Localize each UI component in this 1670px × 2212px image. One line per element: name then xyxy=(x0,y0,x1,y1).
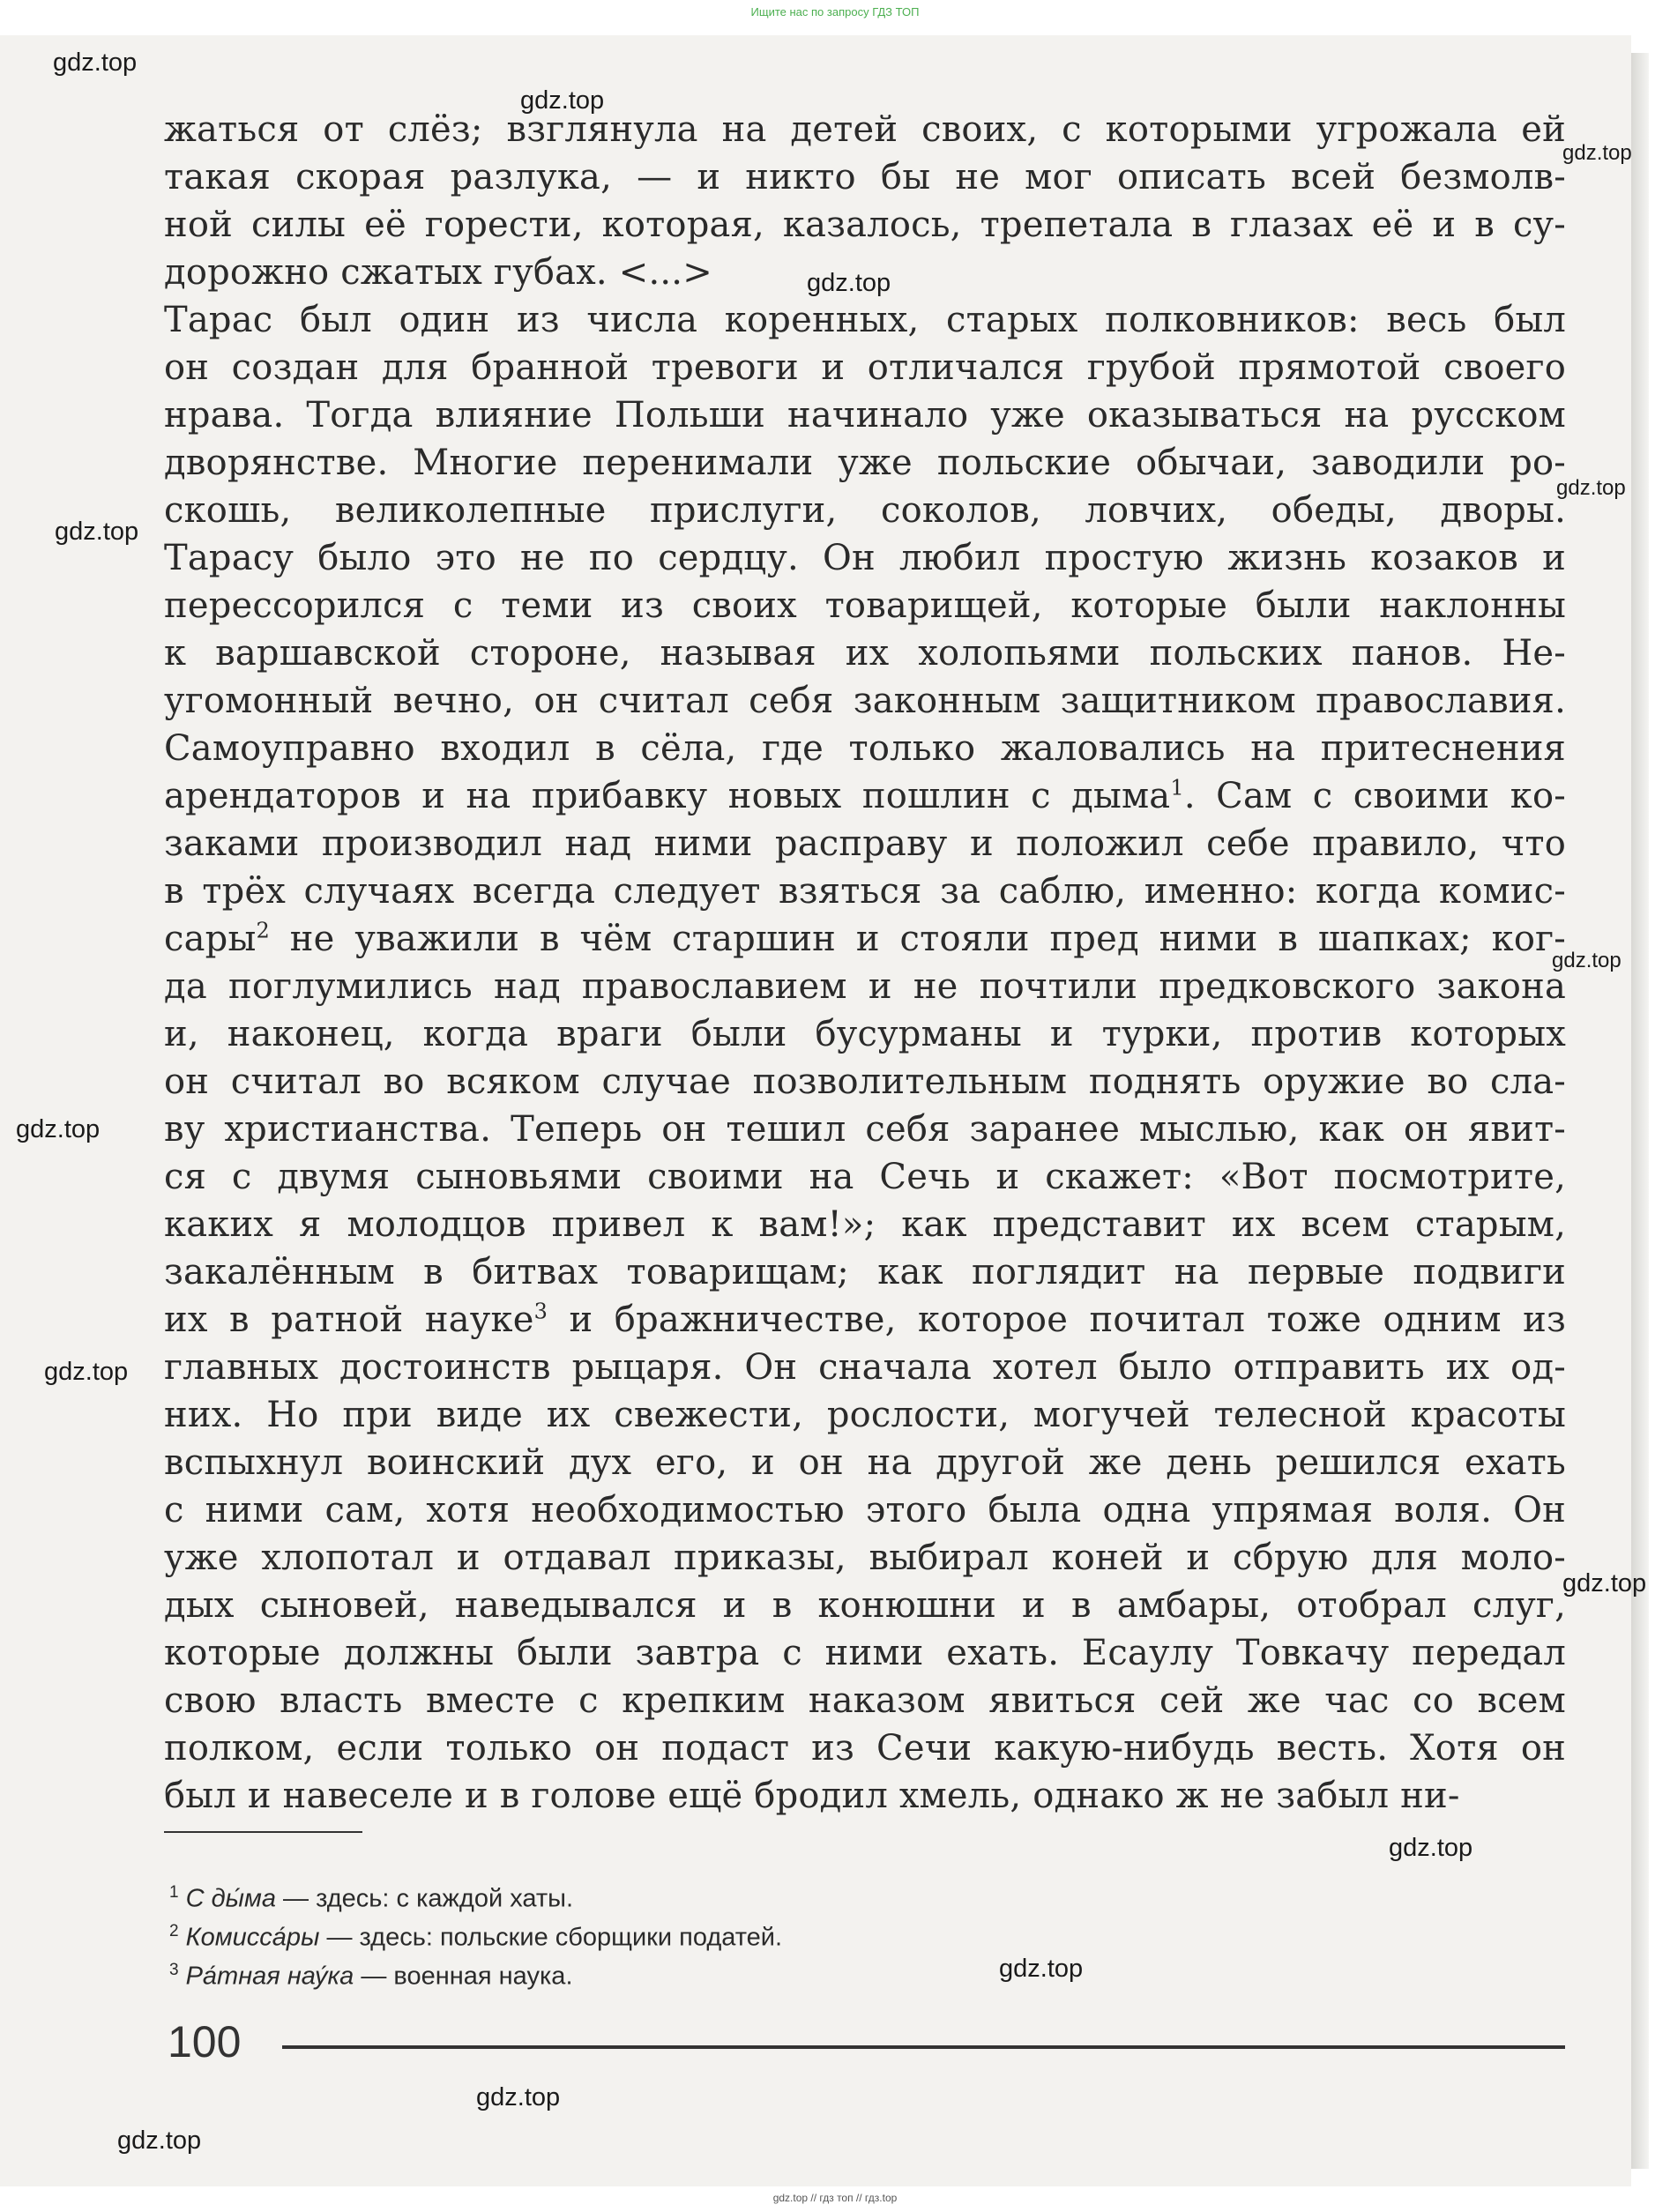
text-run: каких я молодцов привел к вам!»; как представит их всем старым, xyxy=(164,1204,1566,1245)
text-run: Самоуправно входил в сёла, где только жаловались на притеснения xyxy=(164,728,1566,769)
watermark: gdz.top xyxy=(1389,1834,1473,1862)
footnote-marker: 3 xyxy=(533,1299,548,1324)
footnote-marker: 2 xyxy=(256,918,270,943)
text-run: жаться от слёз; взглянула на детей своих, с которыми угрожала ей xyxy=(164,109,1566,150)
text-line xyxy=(164,1582,1566,1629)
text-run: ву христианства. Теперь он тешил себя заранее мыслью, как он явит- xyxy=(164,1109,1566,1150)
watermark: gdz.top xyxy=(520,86,605,115)
page-edge xyxy=(1631,53,1649,2169)
text-run: с ними сам, хотя необходимостью этого была одна упрямая воля. Он xyxy=(164,1490,1566,1531)
watermark: gdz.top xyxy=(16,1115,101,1143)
watermark: gdz.top xyxy=(1556,476,1626,500)
watermark: gdz.top xyxy=(1562,141,1632,165)
text-run: вспыхнул воинский дух его, и он на другой же день решился ехать xyxy=(164,1442,1566,1483)
text-line xyxy=(164,582,1566,629)
text-run: такая скорая разлука, — и никто бы не мог описать всей безмолв- xyxy=(164,157,1566,197)
text-line xyxy=(164,677,1566,725)
footnote-term: Комисса́ры xyxy=(185,1923,320,1952)
text-line xyxy=(164,487,1566,534)
text-run: перессорился с теми из своих товарищей, которые были наклонны xyxy=(164,585,1566,626)
footnote-term: Ра́тная нау́ка xyxy=(185,1962,354,1991)
text-run: Тарасу было это не по сердцу. Он любил простую жизнь козаков и xyxy=(164,538,1566,578)
text-line xyxy=(164,1391,1566,1439)
text-line xyxy=(164,153,1566,201)
watermark: gdz.top xyxy=(44,1358,129,1386)
text-run: скошь, великолепные прислуги, соколов, ловчих, обеды, дворы. xyxy=(164,490,1566,531)
text-run: да поглумились над православием и не почтили предковского закона xyxy=(164,966,1566,1007)
text-run: дворянстве. Многие перенимали уже польские обычаи, заводили ро- xyxy=(164,443,1566,483)
text-run: дорожно сжатых губах. <...> xyxy=(164,252,712,293)
text-line xyxy=(164,1486,1566,1534)
watermark: gdz.top xyxy=(999,1955,1084,1983)
footnote xyxy=(169,1873,1227,1912)
text-line xyxy=(164,201,1566,249)
text-line xyxy=(164,1724,1566,1772)
watermark: gdz.top xyxy=(117,2126,202,2155)
footnote-number: 2 xyxy=(169,1922,179,1940)
text-line xyxy=(164,725,1566,772)
top-banner[interactable]: Ищите нас по запросу ГДЗ ТОП xyxy=(750,5,920,19)
text-run: Тарас был один из числа коренных, старых полковников: весь был xyxy=(164,300,1566,340)
footnote-term: С ды́ма xyxy=(185,1884,276,1913)
text-run: сары xyxy=(164,919,257,959)
text-line xyxy=(164,1629,1566,1677)
footnote-text: — здесь: с каждой хаты. xyxy=(275,1884,574,1913)
text-run: ся с двумя сыновьями своими на Сечь и скажет: «Вот посмотрите, xyxy=(164,1157,1566,1197)
watermark: gdz.top xyxy=(807,269,891,297)
text-run: и, наконец, когда враги были бусурманы и турки, против которых xyxy=(164,1014,1566,1054)
text-run: в трёх случаях всегда следует взяться за саблю, именно: когда комис- xyxy=(164,871,1566,912)
text-run: арендаторов и на прибавку новых пошлин с дыма xyxy=(164,776,1171,816)
text-run: не уважили в чём старшин и стояли пред ними в шапках; ког- xyxy=(269,919,1566,959)
watermark: gdz.top xyxy=(476,2083,561,2111)
text-run: них. Но при виде их свежести, рослости, могучей телесной красоты xyxy=(164,1395,1566,1435)
text-run: которые должны были завтра с ними ехать. Есаулу Товкачу передал xyxy=(164,1633,1566,1673)
text-line xyxy=(164,1344,1566,1391)
text-line xyxy=(164,1153,1566,1201)
text-run: он считал во всяком случае позволительным поднять оружие во сла- xyxy=(164,1061,1566,1102)
text-line xyxy=(164,1772,1566,1820)
text-run: свою власть вместе с крепким наказом явиться сей же час со всем xyxy=(164,1680,1566,1721)
footnote-rule xyxy=(164,1831,362,1833)
text-run: их в ратной науке xyxy=(164,1300,534,1340)
text-run: закалённым в битвах товарищам; как поглядит на первые подвиги xyxy=(164,1252,1566,1292)
text-line xyxy=(164,1248,1566,1296)
text-line xyxy=(164,1010,1566,1058)
text-run: нрава. Тогда влияние Польши начинало уже оказываться на русском xyxy=(164,395,1566,436)
text-run: и бражничестве, которое почитал тоже одним из xyxy=(548,1300,1566,1340)
bottom-banner[interactable]: gdz.top // гдз топ // гдз.top xyxy=(772,2192,898,2204)
text-run: ной силы её горести, которая, казалось, трепетала в глазах её и в су- xyxy=(164,205,1566,245)
text-line xyxy=(164,1677,1566,1724)
footnote-text: — здесь: польские сборщики податей. xyxy=(319,1923,783,1952)
footnote-marker: 1 xyxy=(1170,775,1184,801)
text-line xyxy=(164,1296,1566,1344)
text-line xyxy=(164,915,1566,963)
text-line xyxy=(164,344,1566,391)
text-line xyxy=(164,439,1566,487)
body-text xyxy=(164,106,1566,1820)
text-line xyxy=(164,106,1566,153)
footnote-number: 3 xyxy=(169,1961,179,1979)
text-run: заками производил над ними расправу и положил себе правило, что xyxy=(164,823,1566,864)
footnote xyxy=(169,1912,1227,1951)
watermark: gdz.top xyxy=(53,48,138,77)
text-line xyxy=(164,1439,1566,1486)
footnote-number: 1 xyxy=(169,1883,179,1902)
text-line xyxy=(164,1106,1566,1153)
text-run: к варшавской стороне, называя их холопьями польских панов. Не- xyxy=(164,633,1566,674)
text-line xyxy=(164,629,1566,677)
text-line xyxy=(164,820,1566,868)
text-line xyxy=(164,391,1566,439)
text-line xyxy=(164,868,1566,915)
text-run: полком, если только он подаст из Сечи какую-нибудь весть. Хотя он xyxy=(164,1728,1566,1769)
watermark: gdz.top xyxy=(1562,1569,1647,1598)
text-run: был и навеселе и в голове ещё бродил хмель, однако ж не забыл ни- xyxy=(164,1776,1460,1816)
page-number: 100 xyxy=(168,2017,242,2067)
text-line xyxy=(164,296,1566,344)
text-line xyxy=(164,1058,1566,1106)
text-line xyxy=(164,1201,1566,1248)
text-run: он создан для бранной тревоги и отличался грубой прямотой своего xyxy=(164,347,1566,388)
text-line xyxy=(164,772,1566,820)
text-run: . Сам с своими ко- xyxy=(1183,776,1566,816)
watermark: gdz.top xyxy=(55,518,139,546)
text-run: дых сыновей, наведывался и в конюшни и в амбары, отобрал слуг, xyxy=(164,1585,1566,1626)
page-number-rule xyxy=(282,2045,1565,2049)
footnote-text: — военная наука. xyxy=(354,1962,573,1991)
text-line xyxy=(164,963,1566,1010)
text-run: угомонный вечно, он считал себя законным защитником православия. xyxy=(164,681,1566,721)
text-line xyxy=(164,1534,1566,1582)
watermark: gdz.top xyxy=(1552,949,1622,972)
text-run: уже хлопотал и отдавал приказы, выбирал коней и сбрую для моло- xyxy=(164,1538,1566,1578)
text-line xyxy=(164,534,1566,582)
text-run: главных достоинств рыцаря. Он сначала хотел было отправить их од- xyxy=(164,1347,1566,1388)
